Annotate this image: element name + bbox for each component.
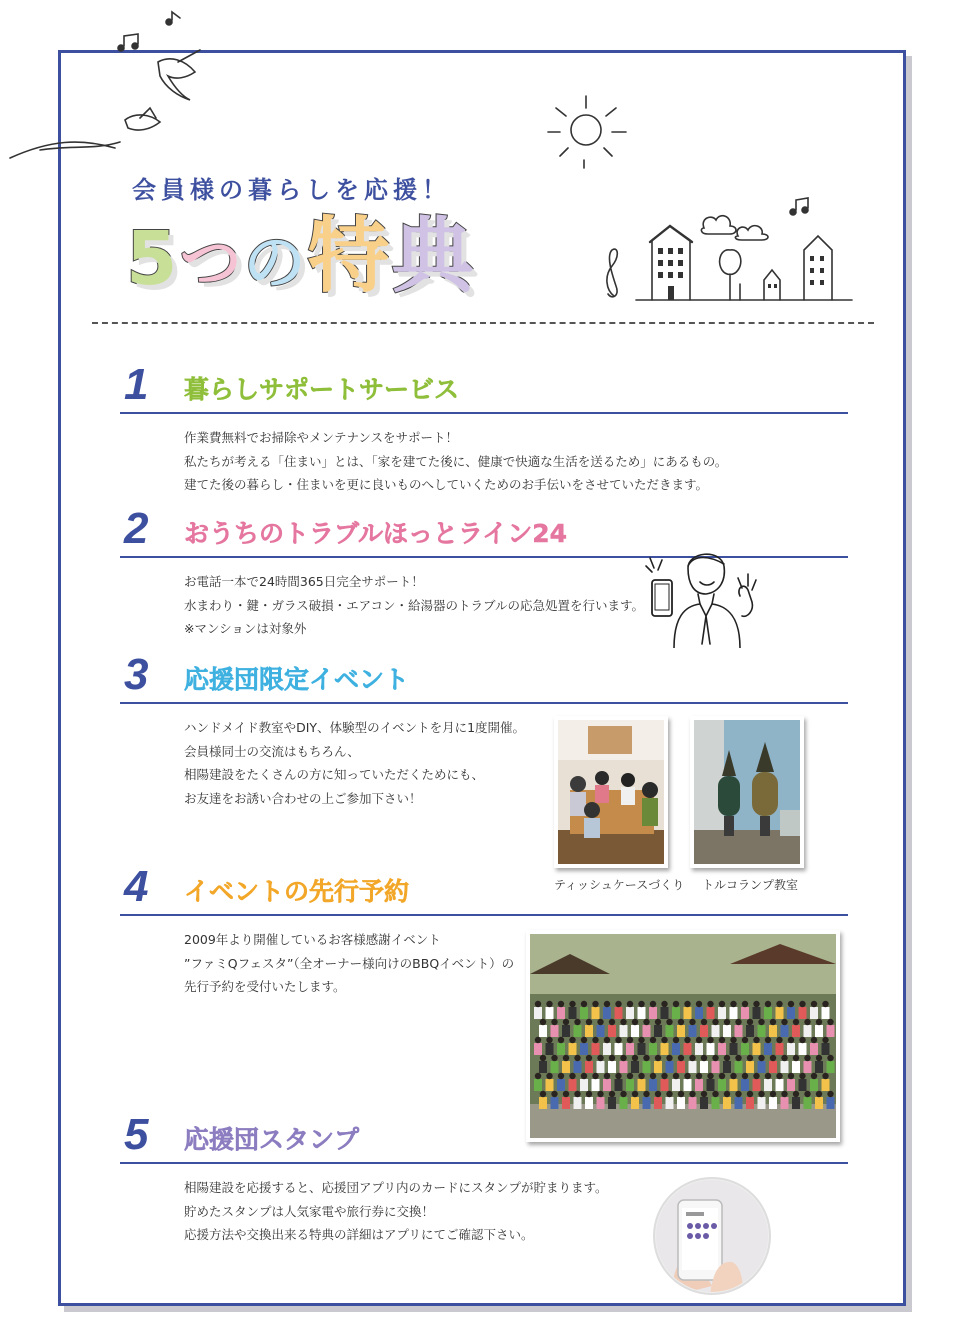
section-title: おうちのトラブルほっとライン24 [184, 519, 568, 548]
section-header [120, 360, 848, 414]
body-line: 相陽建設を応援すると、応援団アプリ内のカードにスタンプが貯まります。 [184, 1180, 608, 1195]
section-title: 暮らしサポートサービス [184, 375, 460, 404]
section-body [184, 716, 525, 810]
music-note-icon [166, 12, 180, 25]
support-staff-illustration [644, 544, 760, 648]
section-title: イベントの先行予約 [184, 877, 410, 906]
section-header [120, 862, 848, 916]
section-body [184, 570, 644, 641]
title-char-toku: 特 [307, 209, 392, 304]
section-title: 応援団スタンプ [184, 1125, 360, 1154]
group-photo [526, 930, 840, 1142]
music-note-icon [118, 34, 138, 51]
section-number: 2 [124, 504, 149, 553]
body-line: ”ファミQフェスタ”（全オーナー様向けのBBQイベント）の [184, 955, 515, 971]
body-line: 私たちが考える「住まい」とは、「家を建てた後に、健康で快適な生活を送るため」にあるもの。 [184, 453, 728, 469]
body-line: お電話一本で24時間365日完全サポート！ [184, 574, 424, 589]
body-line: 相陽建設をたくさんの方に知っていただくためにも、 [184, 767, 485, 782]
section-body [184, 928, 514, 999]
dashed-divider [92, 322, 874, 324]
section-header [120, 650, 848, 704]
body-line: 会員様同士の交流はもちろん、 [184, 743, 360, 759]
stamp-app-photo [652, 1176, 772, 1296]
body-line: 水まわり・鍵・ガラス破損・エアコン・給湯器のトラブルの応急処置を行います。 [184, 597, 645, 613]
title-char-no: の [243, 226, 308, 299]
body-line: 貯めたスタンプは人気家電や旅行券に交換！ [184, 1203, 435, 1219]
section-4 [120, 862, 848, 994]
body-line: ※マンションは対象外 [184, 621, 307, 636]
section-number: 4 [124, 862, 149, 911]
photo-caption: トルコランプ教室 [702, 878, 799, 892]
photo-caption: ティッシュケースづくり [554, 878, 685, 892]
body-line: 2009年より開催しているお客様感謝イベント [184, 932, 441, 947]
smartphone-icon [678, 1200, 722, 1280]
header-title [126, 209, 476, 312]
body-line: 先行予約を受付いたします。 [184, 979, 346, 994]
section-number: 5 [124, 1110, 149, 1159]
smartphone-icon [652, 580, 672, 616]
section-number: 3 [124, 650, 149, 699]
section-1 [120, 360, 848, 492]
workshop-photo [554, 716, 668, 868]
section-number: 1 [124, 360, 149, 409]
title-char-tsu: つ [179, 226, 244, 299]
body-line: 応援方法や交換出来る特典の詳細はアプリにてご確認下さい。 [184, 1227, 534, 1242]
body-line: お友達をお誘い合わせの上ご参加下さい！ [184, 790, 422, 806]
title-char-ten: 典 [391, 209, 476, 304]
body-line: 作業費無料でお掃除やメンテナンスをサポート！ [184, 430, 459, 445]
header-subtitle: 会員様の暮らしを応援！ [132, 176, 451, 204]
section-body [184, 426, 727, 497]
lamp-class-photo [690, 716, 804, 868]
section-5 [120, 1110, 848, 1242]
body-line: ハンドメイド教室やDIY、体験型のイベントを月に1度開催。 [184, 720, 526, 735]
section-3 [120, 650, 848, 806]
title-char-5: 5 [126, 216, 180, 302]
section-title: 応援団限定イベント [184, 665, 410, 694]
section-header [120, 1110, 848, 1164]
body-line: 建てた後の暮らし・住まいを更に良いものへしていくためのお手伝いをさせていただきます。 [184, 477, 709, 492]
section-body [184, 1176, 608, 1247]
